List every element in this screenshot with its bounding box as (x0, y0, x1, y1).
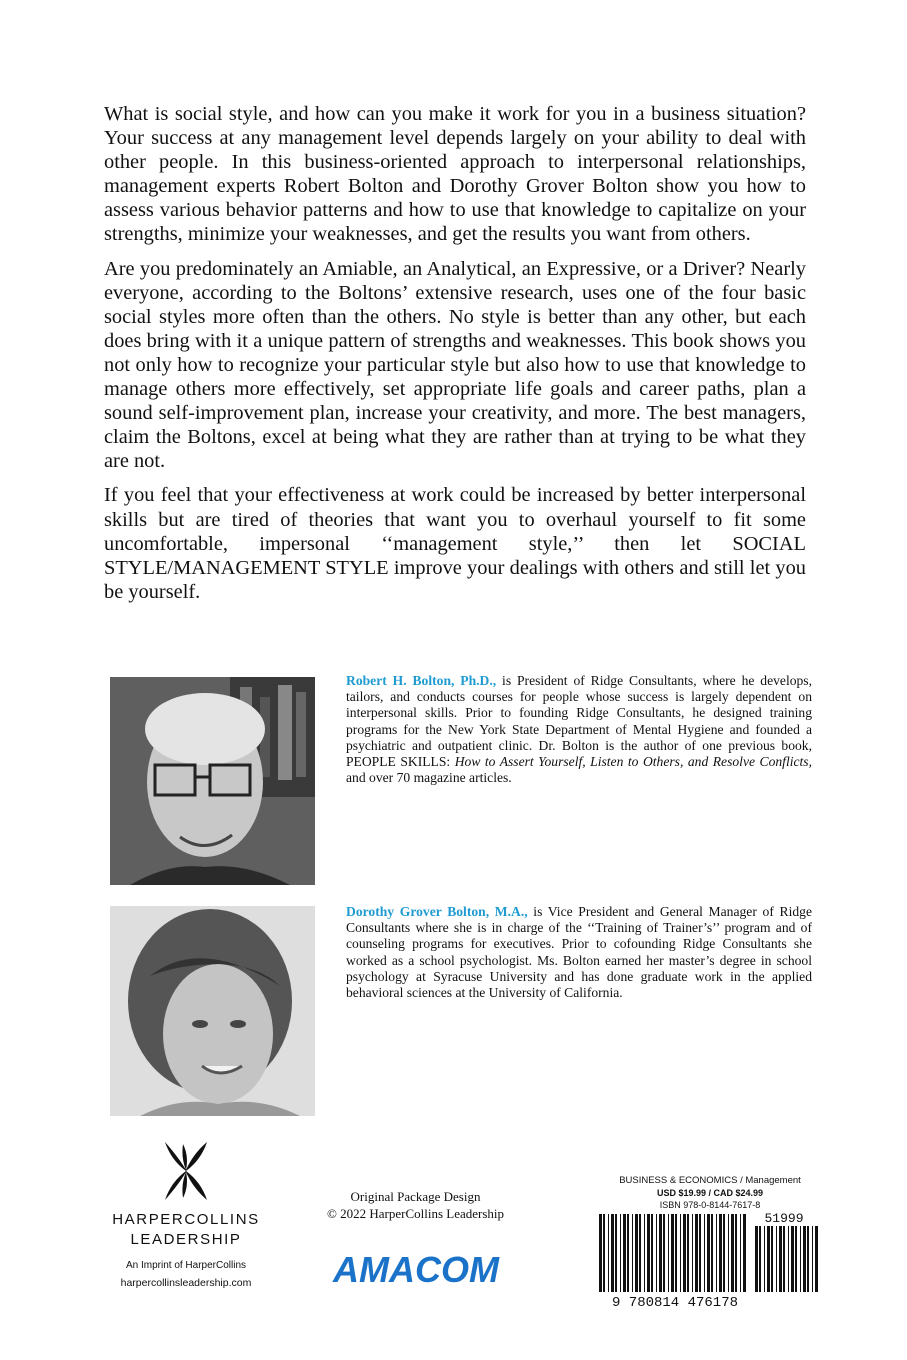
barcode-bar (771, 1226, 773, 1292)
barcode-bar (623, 1214, 626, 1292)
barcode-bar (743, 1214, 746, 1292)
barcode-bar (651, 1214, 653, 1292)
barcode-bar (639, 1214, 641, 1292)
barcode-bar (668, 1214, 669, 1292)
author-name: Dorothy Grover Bolton, M.A., (346, 904, 528, 919)
book-price: USD $19.99 / CAD $24.99 (656, 1188, 764, 1198)
dorothy-bolton-photo (110, 906, 315, 1116)
bio-text: is Vice President and General Manager of Ridge Consultants where she is in charge of the ‘‘Training of Trainer’s’’ program and of counseling programs for executives. Prior to cofounding Ridge Consultants she worked as a school psychologist. Ms. Bolton earned her master’s degree in school psychology at Syracuse University and has done graduate work in the applied behavioral sciences at the University of California. (346, 904, 812, 1001)
design-credit (298, 1188, 533, 1222)
barcode-bar (620, 1214, 621, 1292)
barcode-bar (807, 1226, 809, 1292)
barcode-bar (611, 1214, 614, 1292)
bio-text-end: and over 70 magazine articles. (346, 770, 512, 786)
amacom-logo-text: AMACOM (333, 1251, 499, 1287)
barcode-bar (692, 1214, 693, 1292)
barcode-bar (803, 1226, 806, 1292)
barcode-bar (740, 1214, 741, 1292)
barcode-bar (675, 1214, 677, 1292)
copyright-line: © 2022 HarperCollins Leadership (326, 1206, 505, 1221)
barcode-bar (644, 1214, 645, 1292)
barcode-bar (659, 1214, 662, 1292)
paragraph-3-end: improve your dealings with others and still let you be yourself. (104, 556, 806, 603)
barcode-bar (699, 1214, 701, 1292)
barcode-bar (608, 1214, 609, 1292)
description-paragraph-2: Are you predominately an Amiable, an Analytical, an Expressive, or a Driver? Nearly everyone, according to the Boltons’ extensive research, uses one of the four basic social styles more often than the others. No style is better than any other, but each does bring with it a unique pattern of strengths and weaknesses. This book shows you not only how to recognize your particular style but also how to use that knowledge to manage others more effectively, set appropriate life goals and career paths, plan a sound self-improvement plan, increase your creativity, and more. The best managers, claim the Boltons, excel at being what they are rather than at trying to be what they are not. (104, 257, 806, 473)
bio-text: is President of Ridge Consultants, where he develops, tailors, and conducts courses for people whose success is largely dependent on interpersonal skills. Prior to founding Ridge Consultants, he designed training programs for the New York State Department of Mental Hygiene and founded a psychiatric and outpatient clinic. Dr. Bolton is the author of one previous book, PEOPLE SKILLS: (346, 673, 812, 770)
barcode-bar (711, 1214, 713, 1292)
addon-digits: 51999 (764, 1211, 804, 1226)
barcode-bar (647, 1214, 650, 1292)
publisher-name (96, 1210, 276, 1250)
publisher-block (96, 1140, 276, 1289)
design-credit-line1: Original Package Design (350, 1189, 481, 1204)
barcode-bar (671, 1214, 674, 1292)
barcode-bar (788, 1226, 789, 1292)
barcode-bar (812, 1226, 813, 1292)
barcode-bar (776, 1226, 777, 1292)
barcode-bar (731, 1214, 734, 1292)
isbn-label: ISBN 978-0-8144-7617-8 (659, 1200, 761, 1210)
barcode-bar (603, 1214, 605, 1292)
barcode-bar (755, 1226, 758, 1292)
barcode-bar (704, 1214, 705, 1292)
barcode-bar (635, 1214, 638, 1292)
barcode-bar (800, 1226, 801, 1292)
book-category: BUSINESS & ECONOMICS / Management (619, 1175, 801, 1186)
barcode-bar (728, 1214, 729, 1292)
author-name: Robert H. Bolton, Ph.D., (346, 673, 497, 688)
barcode-bar (695, 1214, 698, 1292)
publisher-url: harpercollinsleadership.com (120, 1277, 252, 1289)
barcode-bar (683, 1214, 686, 1292)
barcode-bar (716, 1214, 717, 1292)
addon-bars (755, 1226, 818, 1292)
barcode-bar (656, 1214, 657, 1292)
paragraph-3-start: If you feel that your effectiveness at work could be increased by better interpersonal skills but are tired of theories that want you to overhaul yourself to fit some uncomfortable, impersonal ‘‘management style,’’ then let (104, 484, 806, 555)
book-title-italic: How to Assert Yourself, Listen to Others, and Resolve Conflicts, (454, 754, 812, 770)
publisher-name-line2: LEADERSHIP (130, 1231, 242, 1248)
harpercollins-flame-icon (161, 1140, 211, 1202)
barcode-bar (632, 1214, 633, 1292)
barcode-bar (627, 1214, 629, 1292)
barcode-bar (779, 1226, 782, 1292)
amacom-logo (322, 1251, 510, 1287)
book-description (104, 102, 806, 614)
description-paragraph-3 (104, 483, 806, 603)
barcode-bar (615, 1214, 617, 1292)
description-paragraph-1: What is social style, and how can you make it work for you in a business situation? Your success at any management level depends largely on your ability to deal with other people. In this business-oriented approach to interpersonal relationships, management experts Robert Bolton and Dorothy Grover Bolton show you how to assess various behavior patterns and how to use that knowledge to capitalize on your strengths, minimize your weaknesses, and get the results you want from others. (104, 103, 806, 246)
barcode-bar (767, 1226, 770, 1292)
barcode-bar (687, 1214, 689, 1292)
ean-digits: 9 780814 476178 (611, 1295, 739, 1310)
barcode-block (595, 1175, 825, 1315)
barcode-bar (735, 1214, 737, 1292)
barcode-bar (791, 1226, 794, 1292)
publisher-name-line1: HARPERCOLLINS (112, 1211, 260, 1228)
dorothy-bolton-bio (346, 904, 812, 1001)
barcode-bar (759, 1226, 761, 1292)
robert-bolton-bio (346, 673, 812, 786)
ean-bars (599, 1214, 746, 1292)
barcode-bar (795, 1226, 797, 1292)
barcode-bar (663, 1214, 665, 1292)
barcode-bar (707, 1214, 710, 1292)
isbn-barcode (595, 1210, 825, 1310)
barcode-bar (783, 1226, 785, 1292)
book-title: SOCIAL STYLE/MANAGEMENT STYLE (104, 532, 806, 579)
barcode-bar (723, 1214, 725, 1292)
barcode-bar (815, 1226, 818, 1292)
imprint-note: An Imprint of HarperCollins (125, 1260, 247, 1271)
robert-bolton-photo (110, 677, 315, 885)
barcode-bar (764, 1226, 765, 1292)
barcode-bar (680, 1214, 681, 1292)
barcode-bar (719, 1214, 722, 1292)
barcode-bar (599, 1214, 602, 1292)
